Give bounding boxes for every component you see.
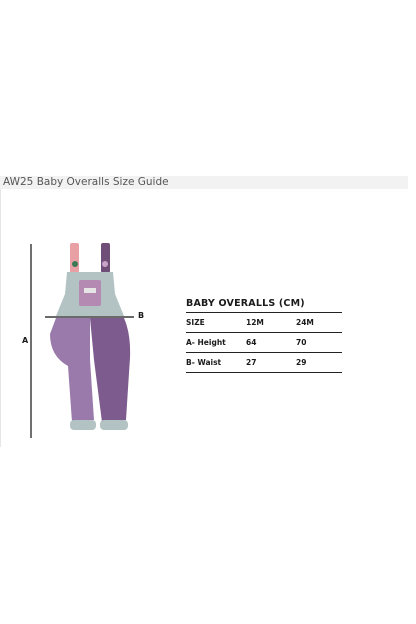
column-header: 12M [246, 318, 264, 327]
table-row [186, 353, 342, 373]
row-label: A- Height [186, 338, 226, 347]
row-label: B- Waist [186, 358, 222, 367]
column-header: 24M [296, 318, 314, 327]
divider [0, 189, 1, 447]
table-header-row [186, 312, 342, 333]
page-title: AW25 Baby Overalls Size Guide [3, 176, 169, 188]
right-cuff [100, 420, 128, 430]
table-row [186, 333, 342, 353]
table-cell: 29 [296, 358, 307, 367]
size-table [186, 298, 342, 373]
column-header: SIZE [186, 318, 205, 327]
right-button [102, 261, 108, 267]
title-bar [0, 176, 408, 189]
label-a: A [22, 336, 29, 345]
left-button [72, 261, 78, 267]
left-leg [50, 318, 94, 422]
table-cell: 64 [246, 338, 257, 347]
overalls-figure [20, 238, 160, 443]
table-heading: BABY OVERALLS (CM) [186, 298, 305, 309]
label-b: B [138, 311, 145, 320]
table-cell: 70 [296, 338, 307, 347]
pocket-label [84, 288, 96, 293]
right-strap [101, 243, 110, 273]
left-strap [70, 243, 79, 273]
right-leg [90, 318, 130, 422]
left-cuff [70, 420, 96, 430]
table-cell: 27 [246, 358, 257, 367]
overalls-illustration [20, 238, 160, 443]
